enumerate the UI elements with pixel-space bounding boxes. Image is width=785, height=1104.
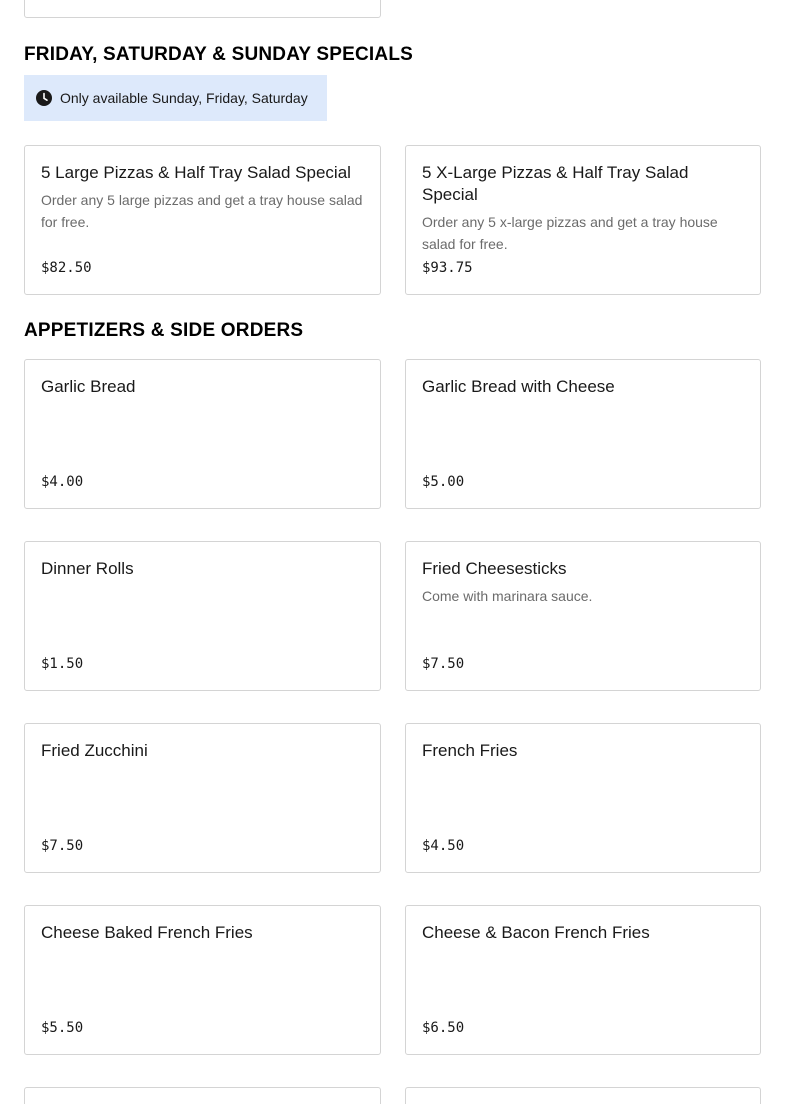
menu-item-name: Fried Zucchini	[41, 741, 148, 760]
menu-item-name: French Fries	[422, 741, 518, 760]
menu-item-card[interactable]	[405, 541, 761, 691]
menu-item-price: $82.50	[41, 260, 92, 276]
menu-item-card-partial[interactable]	[405, 1087, 761, 1104]
menu-item-card-partial[interactable]	[24, 0, 381, 18]
menu-item-price: $1.50	[41, 656, 84, 672]
menu-item-name: Garlic Bread with Cheese	[422, 377, 615, 396]
menu-item-card[interactable]	[24, 145, 381, 295]
menu-item-price: $5.00	[422, 474, 465, 490]
clock-icon	[36, 90, 52, 106]
menu-item-card[interactable]	[24, 359, 381, 509]
menu-item-price: $7.50	[41, 838, 84, 854]
menu-item-card[interactable]	[405, 723, 761, 873]
menu-item-description: Order any 5 x-large pizzas and get a tray house salad for free.	[422, 214, 718, 252]
menu-item-card-partial[interactable]	[24, 1087, 381, 1104]
menu-item-name: Garlic Bread	[41, 377, 136, 396]
availability-notice	[24, 75, 327, 121]
menu-item-price: $4.50	[422, 838, 465, 854]
menu-item-price: $93.75	[422, 260, 473, 276]
menu-item-description: Order any 5 large pizzas and get a tray house salad for free.	[41, 192, 363, 230]
availability-notice-text: Only available Sunday, Friday, Saturday	[60, 90, 308, 106]
menu-item-price: $5.50	[41, 1020, 84, 1036]
menu-item-name: 5 X-Large Pizzas & Half Tray Salad Special	[422, 163, 689, 204]
menu-item-card[interactable]	[405, 359, 761, 509]
menu-item-price: $6.50	[422, 1020, 465, 1036]
menu-item-name: 5 Large Pizzas & Half Tray Salad Special	[41, 163, 351, 182]
menu-item-card[interactable]	[24, 541, 381, 691]
menu-item-name: Cheese Baked French Fries	[41, 923, 253, 942]
section-title-specials: FRIDAY, SATURDAY & SUNDAY SPECIALS	[24, 44, 414, 65]
menu-item-name: Dinner Rolls	[41, 559, 134, 578]
menu-item-card[interactable]	[24, 905, 381, 1055]
menu-item-card[interactable]	[405, 905, 761, 1055]
menu-item-card[interactable]	[24, 723, 381, 873]
menu-item-name: Fried Cheesesticks	[422, 559, 567, 578]
menu-item-description: Come with marinara sauce.	[422, 588, 593, 604]
section-title-appetizers: APPETIZERS & SIDE ORDERS	[24, 320, 304, 341]
menu-item-card[interactable]	[405, 145, 761, 295]
menu-item-price: $4.00	[41, 474, 84, 490]
menu-item-name: Cheese & Bacon French Fries	[422, 923, 650, 942]
menu-item-price: $7.50	[422, 656, 465, 672]
